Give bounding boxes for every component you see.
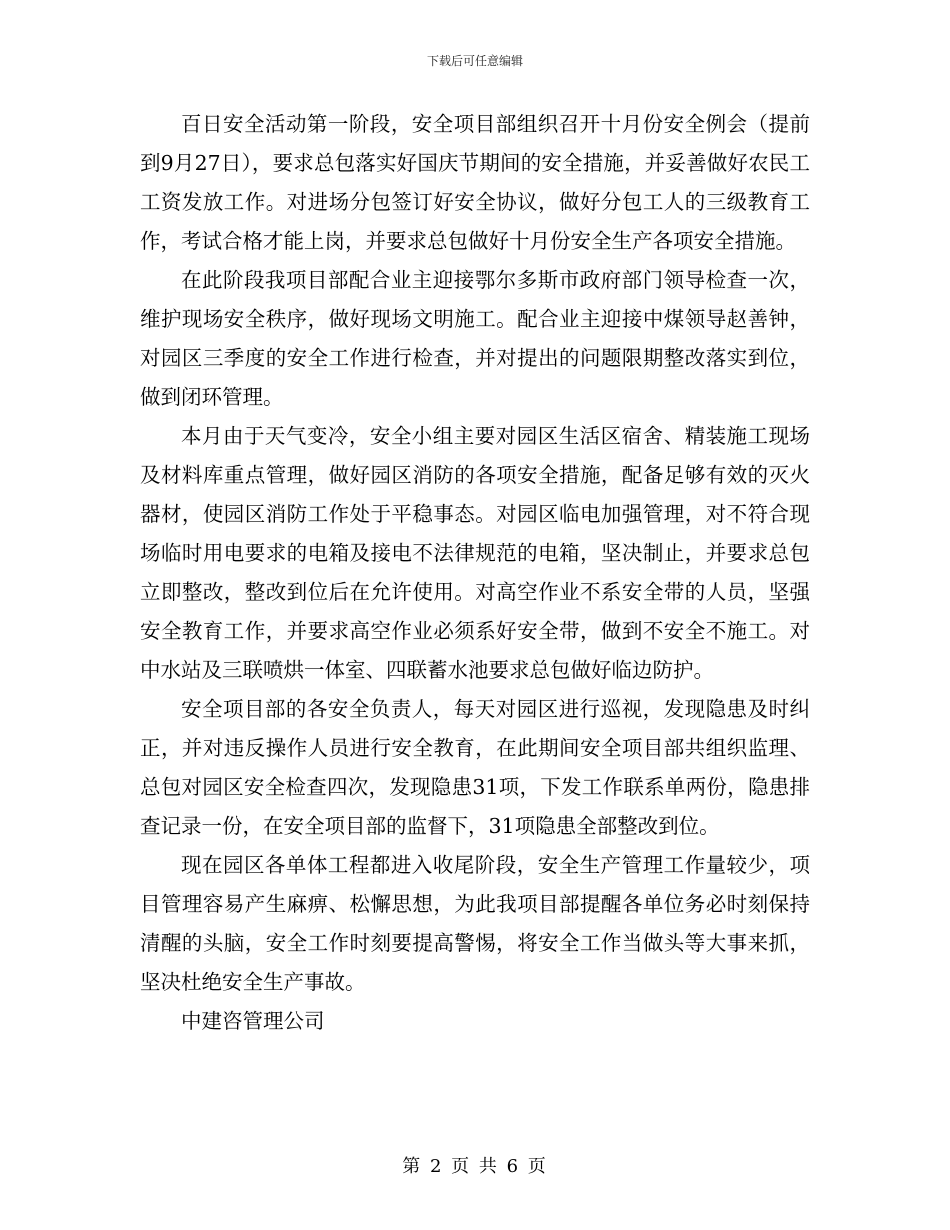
page-number: 第 2 页 共 6 页: [402, 1156, 548, 1177]
document-body: [140, 105, 810, 1041]
paragraph-4: 安全项目部的各安全负责人，每天对园区进行巡视，发现隐患及时纠正，并对违反操作人员进行安全教育，在此期间安全项目部共组织监理、总包对园区安全检查四次，发现隐患31项，下发工作联系单两份，隐患排查记录一份，在安全项目部的监督下，31项隐患全部整改到位。: [140, 697, 810, 838]
paragraph-1: 百日安全活动第一阶段，安全项目部组织召开十月份安全例会（提前到9月27日），要求总包落实好国庆节期间的安全措施，并妥善做好农民工工资发放工作。对进场分包签订好安全协议，做好分包工人的三级教育工作，考试合格才能上岗，并要求总包做好十月份安全生产各项安全措施。: [140, 112, 810, 253]
download-note: 下载后可任意编辑: [426, 54, 523, 68]
signature-company: 中建咨管理公司: [181, 1009, 325, 1033]
paragraph-3: 本月由于天气变冷，安全小组主要对园区生活区宿舍、精装施工现场及材料库重点管理，做好园区消防的各项安全措施，配备足够有效的灭火器材，使园区消防工作处于平稳事态。对园区临电加强管理，对不符合现场临时用电要求的电箱及接电不法律规范的电箱，坚决制止，并要求总包立即整改，整改到位后在允许使用。对高空作业不系安全带的人员，坚强安全教育工作，并要求高空作业必须系好安全带，做到不安全不施工。对中水站及三联喷烘一体室、四联蓄水池要求总包做好临边防护。: [140, 424, 810, 682]
paragraph-2: 在此阶段我项目部配合业主迎接鄂尔多斯市政府部门领导检查一次，维护现场安全秩序，做好现场文明施工。配合业主迎接中煤领导赵善钟，对园区三季度的安全工作进行检查，并对提出的问题限期整改落实到位，做到闭环管理。: [140, 268, 810, 409]
paragraph-5: 现在园区各单体工程都进入收尾阶段，安全生产管理工作量较少，项目管理容易产生麻痹、松懈思想，为此我项目部提醒各单位务必时刻保持清醒的头脑，安全工作时刻要提高警惕，将安全工作当做头等大事来抓，坚决杜绝安全生产事故。: [140, 853, 810, 994]
